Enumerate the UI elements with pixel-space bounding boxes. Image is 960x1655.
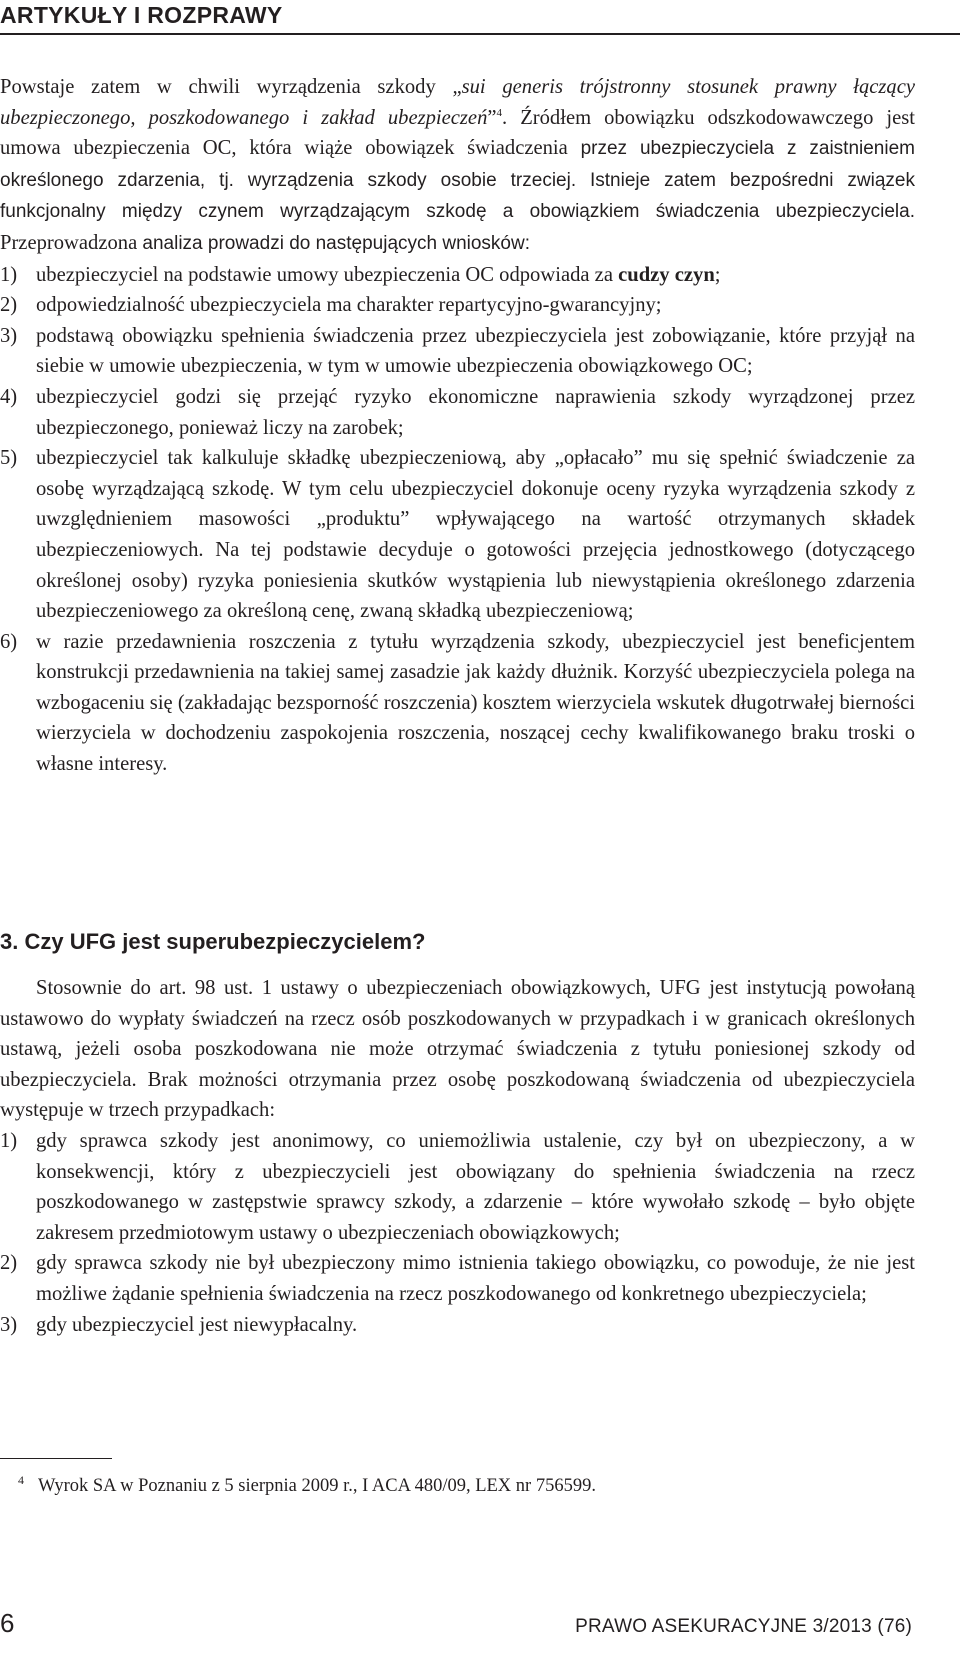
footnote-text: Wyrok SA w Poznaniu z 5 sierpnia 2009 r., I ACA 480/09, LEX nr 756599.	[38, 1476, 596, 1496]
list-item-number: 1)	[0, 263, 18, 286]
list-item-number: 3)	[0, 324, 18, 347]
footnote-mark: 4	[18, 1473, 24, 1487]
list-item	[0, 260, 915, 291]
footnote-rule	[0, 1458, 112, 1459]
journal-title: PRAWO ASEKURACYJNE 3/2013 (76)	[575, 1616, 912, 1637]
intro-italic-phrase: sui generis trójstronny stosunek prawny łączący ubezpieczonego, poszkodowanego i zakład ubezpieczeń	[0, 76, 915, 129]
list-item-bold-term: cudzy czyn	[618, 263, 715, 286]
list-item-text: ubezpieczyciel tak kalkuluje składkę ubezpieczeniową, aby „opłacało” mu się spełnić świadczenie za osobę wyrządzającą szkodę. W tym celu ubezpieczyciel dokonuje oceny ryzyka wyrządzenia szkody z uwzględnieniem masowości „produktu” wpływającego na wartość otrzymanych składek ubezpieczeniowych. Na tej podstawie decyduje o gotowości przejęcia jednostkowego (dotyczącego określonej osoby) ryzyka poniesienia skutków wystąpienia lub niewystąpienia określonego zdarzenia ubezpieczeniowego za określoną cenę, zwaną składką ubezpieczeniową;	[36, 447, 915, 623]
section-paragraph: Stosownie do art. 98 ust. 1 ustawy o ubezpieczeniach obowiązkowych, UFG jest instytucją powołaną ustawowo do wypłaty świadczeń na rzecz osób poszkodowanych w przypadkach i w granicach określonych ustawą, jeżeli osoba poszkodowana nie może otrzymać świadczenia z tytułu poniesionej szkody od ubezpieczyciela. Brak możności otrzymania przez osobę poszkodowaną świadczenia od ubezpieczyciela występuje w trzech przypadkach:	[0, 977, 915, 1122]
intro-text-f: Przeprowadzona	[0, 231, 138, 254]
list-item-text: gdy ubezpieczyciel jest niewypłacalny.	[36, 1313, 358, 1336]
intro-quote-close: ”	[487, 106, 497, 129]
section-heading: 3. Czy UFG jest superubezpieczycielem?	[0, 929, 426, 954]
list-item	[0, 290, 915, 321]
intro-text-c: . Źródłem obowiązku odszkodowawczego jest umowa ubezpieczenia OC, która wiąże obowiązek świadczenia	[0, 106, 915, 160]
list-item-number: 1)	[0, 1129, 18, 1152]
list-item-number: 3)	[0, 1313, 18, 1336]
list-item-number: 2)	[0, 1252, 18, 1275]
intro-text-d: przez ubezpieczyciela z zaistnieniem określonego zdarzenia, tj. wyrządzenia szkody osobie trzeciej.	[0, 138, 915, 191]
list-item-text: ubezpieczyciel na podstawie umowy ubezpieczenia OC odpowiada za	[36, 263, 619, 286]
list-item-text: ubezpieczyciel godzi się przejąć ryzyko ekonomiczne naprawienia szkody wyrządzonej przez ubezpieczonego, ponieważ liczy na zarobek;	[36, 385, 915, 439]
list-item	[0, 321, 915, 382]
intro-paragraph	[0, 72, 915, 260]
list-item-number: 4)	[0, 385, 18, 408]
header-rule	[0, 33, 960, 35]
intro-text-a: Powstaje zatem w chwili wyrządzenia szkody „	[0, 76, 462, 98]
section-body	[0, 973, 915, 1340]
list-item-number: 6)	[0, 630, 18, 653]
main-body	[0, 72, 915, 780]
list-item	[0, 1248, 915, 1309]
list-item	[0, 627, 915, 780]
list-item-text: gdy sprawca szkody jest anonimowy, co uniemożliwia ustalenie, czy był on ubezpieczony, a w konsekwencji, który z ubezpieczycieli jest obowiązany do spełnienia świadczenia na rzecz poszkodowanego w zastępstwie sprawcy szkody, a zdarzenie – które wywołało szkodę – było objęte zakresem przedmiotowym ustawy o ubezpieczeniach obowiązkowych;	[36, 1129, 915, 1244]
list-item	[0, 443, 915, 627]
intro-text-e: Istnieje zatem bezpośredni związek funkcjonalny między czynem wyrządzającym szkodę a obowiązkiem świadczenia ubezpieczyciela.	[0, 169, 915, 223]
conclusions-list	[0, 260, 915, 780]
list-item-text: podstawą obowiązku spełnienia świadczenia przez ubezpieczyciela jest zobowiązanie, które przyjął na siebie w umowie ubezpieczenia, w tym w umowie ubezpieczenia obowiązkowego OC;	[36, 324, 915, 378]
running-head: ARTYKUŁY I ROZPRAWY	[0, 2, 283, 28]
list-item-number: 2)	[0, 294, 18, 317]
intro-text-g: analiza prowadzi do następujących wniosków:	[142, 232, 530, 254]
list-item	[0, 1126, 915, 1248]
list-item-text: odpowiedzialność ubezpieczyciela ma charakter repartycyjno-gwarancyjny;	[36, 294, 662, 317]
list-item-text-end: ;	[714, 263, 721, 286]
cases-list	[0, 1126, 915, 1340]
list-item	[0, 1310, 915, 1341]
page-number: 6	[0, 1608, 15, 1638]
list-item-number: 5)	[0, 447, 18, 470]
list-item-text: w razie przedawnienia roszczenia z tytułu wyrządzenia szkody, ubezpieczyciel jest beneficjentem konstrukcji przedawnienia na takiej samej zasadzie jak każdy dłużnik. Korzyść ubezpieczyciela polega na wzbogaceniu się (zakładając bezsporność roszczenia) kosztem wierzyciela wskutek długotrwałej bierności wierzyciela w dochodzeniu zaspokojenia roszczenia, noszącej cechy kwalifikowanego braku troski o własne interesy.	[36, 630, 915, 776]
list-item	[0, 382, 915, 443]
footnote-ref[interactable]: 4	[496, 106, 503, 119]
list-item-text: gdy sprawca szkody nie był ubezpieczony mimo istnienia takiego obowiązku, co powoduje, że nie jest możliwe żądanie spełnienia świadczenia na rzecz poszkodowanego od konkretnego ubezpieczyciela;	[36, 1252, 915, 1305]
